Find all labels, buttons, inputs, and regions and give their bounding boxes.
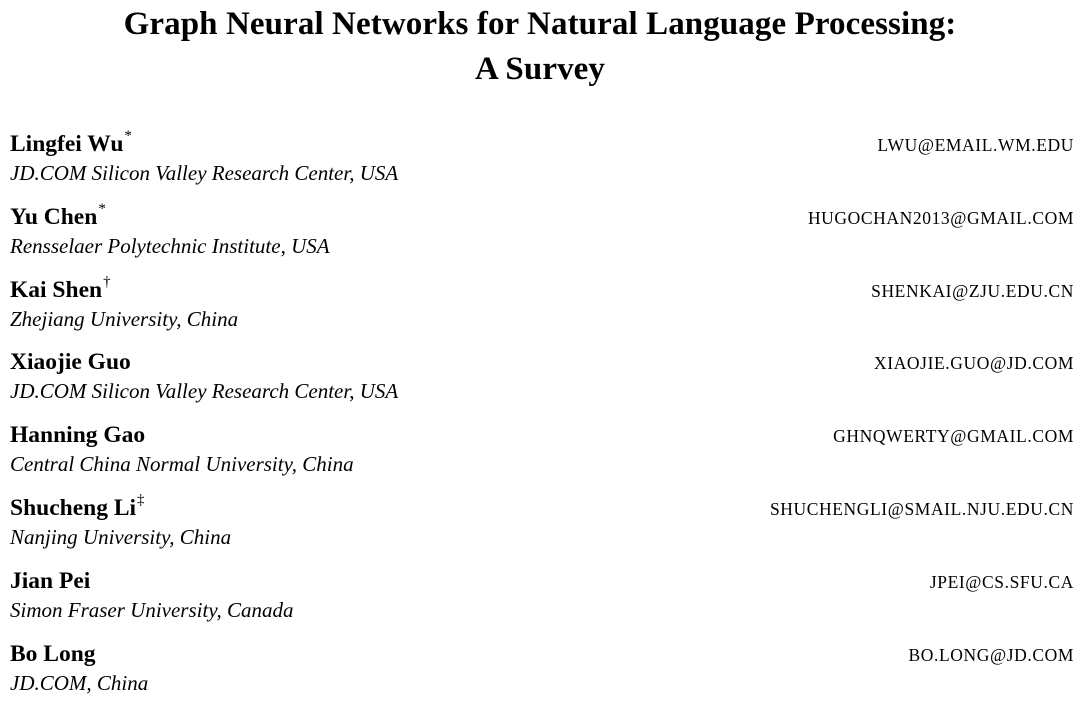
author-email[interactable]: BO.LONG@JD.COM	[908, 644, 1074, 665]
author-entry	[10, 638, 1074, 710]
author-entry	[10, 419, 1074, 492]
author-entry	[10, 565, 1074, 638]
author-name	[10, 346, 132, 378]
author-affiliation: Central China Normal University, China	[10, 452, 354, 477]
author-affiliation: Zhejiang University, China	[10, 306, 239, 331]
author-name-text: Lingfei Wu	[10, 131, 124, 157]
author-affiliation: JD.COM Silicon Valley Research Center, USA	[10, 161, 399, 185]
author-affiliation: Rensselaer Polytechnic Institute, USA	[10, 233, 330, 258]
author-name-text: Bo Long	[10, 640, 96, 667]
author-footnote-mark: *	[124, 128, 132, 145]
author-name-text: Jian Pei	[10, 567, 91, 594]
author-email[interactable]: SHENKAI@ZJU.EDU.CN	[871, 280, 1074, 301]
author-email[interactable]: XIAOJIE.GUO@JD.COM	[874, 353, 1074, 374]
author-email[interactable]: LWU@EMAIL.WM.EDU	[877, 135, 1074, 155]
author-name	[10, 565, 91, 597]
author-name-text: Shucheng Li	[10, 494, 137, 521]
paper-title	[0, 2, 1080, 92]
paper-title-line-2: A Survey	[474, 51, 606, 87]
author-entry	[10, 346, 1074, 419]
author-name	[10, 638, 97, 670]
author-footnote-mark: ‡	[137, 492, 145, 509]
author-entry	[10, 201, 1074, 274]
author-footnote-mark: †	[103, 273, 111, 290]
author-footnote-mark: *	[98, 200, 106, 217]
author-affiliation: JD.COM Silicon Valley Research Center, USA	[10, 379, 399, 404]
author-name-text: Yu Chen	[10, 203, 98, 230]
author-email[interactable]: GHNQWERTY@GMAIL.COM	[833, 426, 1074, 447]
author-affiliation: Simon Fraser University, Canada	[10, 597, 294, 622]
author-name-text: Kai Shen	[10, 276, 103, 303]
author-name-text: Xiaojie Guo	[10, 349, 131, 376]
author-affiliation: JD.COM, China	[10, 670, 149, 695]
author-entry	[10, 492, 1074, 565]
author-name	[10, 201, 106, 233]
author-name	[10, 419, 146, 451]
author-affiliation: Nanjing University, China	[10, 524, 232, 549]
author-email[interactable]: SHUCHENGLI@SMAIL.NJU.EDU.CN	[769, 498, 1074, 519]
author-name-text: Hanning Gao	[10, 422, 146, 449]
author-list	[10, 128, 1074, 710]
paper-title-line-1: Graph Neural Networks for Natural Language Processing:	[123, 6, 957, 42]
author-name	[10, 492, 145, 524]
author-email[interactable]: HUGOCHAN2013@GMAIL.COM	[807, 207, 1074, 228]
author-entry	[10, 128, 1074, 201]
author-email[interactable]: JPEI@CS.SFU.CA	[929, 571, 1074, 592]
author-entry	[10, 274, 1074, 347]
author-name	[10, 128, 132, 160]
author-name	[10, 274, 111, 306]
